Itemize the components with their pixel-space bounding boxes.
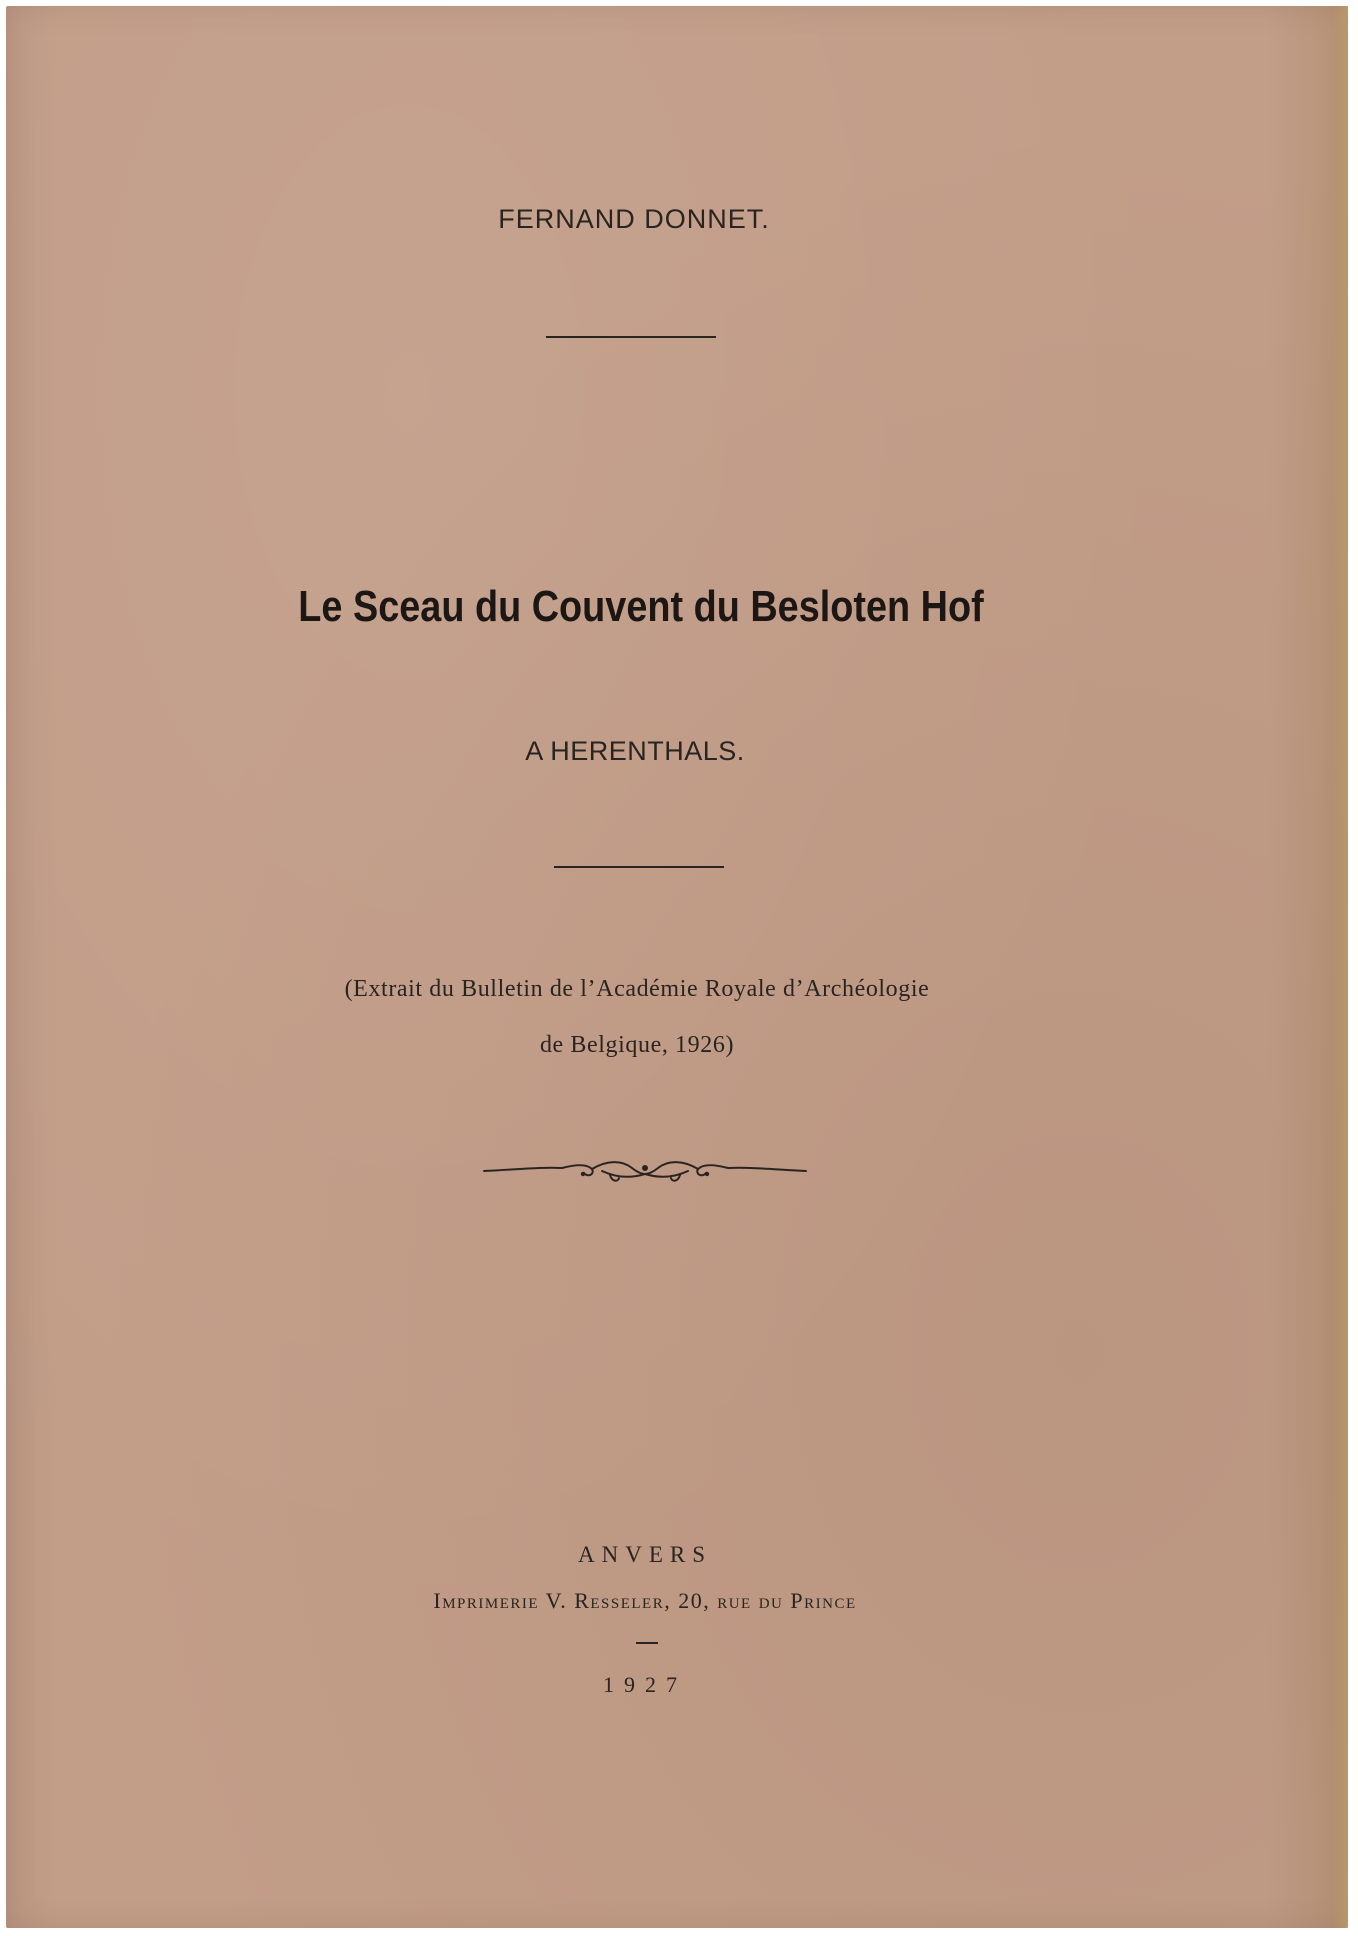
page-edge [1332,6,1348,1928]
publication-subtitle: A HERENTHALS. [525,736,745,766]
book-cover [6,6,1348,1928]
divider-rule-middle [554,866,724,868]
extract-note-line-1: (Extrait du Bulletin de l’Académie Royale d’Archéologie [344,976,930,1002]
publication-title: Le Sceau du Couvent du Besloten Hof [298,582,984,631]
publication-year: 1927 [603,1672,687,1697]
printer-imprint: Imprimerie V. Resseler, 20, rue du Prince [433,1588,857,1613]
publication-city: ANVERS [577,1542,712,1567]
extract-note-line-2: de Belgique, 1926) [539,1032,735,1058]
imprint-dash [636,1642,658,1644]
decorative-flourish-icon [482,1154,808,1188]
divider-rule-top [546,336,716,338]
author-name: FERNAND DONNET. [498,204,770,234]
